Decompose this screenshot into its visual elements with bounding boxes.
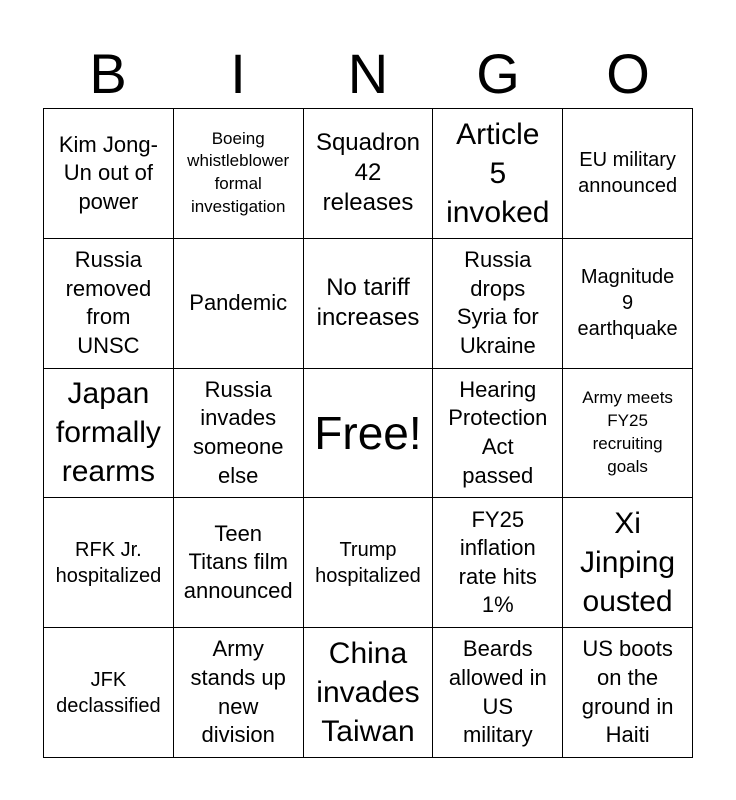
cell-text: Beards allowed in US military <box>448 636 547 748</box>
header-letter-n: N <box>347 42 389 105</box>
cell-text: No tariff increases <box>316 274 420 332</box>
cell-text: Xi Jinping ousted <box>580 507 676 619</box>
bingo-cell[interactable] <box>174 239 304 369</box>
bingo-cell[interactable] <box>304 498 434 628</box>
bingo-cell[interactable] <box>44 109 174 239</box>
bingo-header <box>43 40 693 108</box>
cell-text: Kim Jong- Un out of power <box>58 131 158 214</box>
header-letter-o: O <box>606 42 650 105</box>
bingo-cell[interactable] <box>44 498 174 628</box>
bingo-cell[interactable] <box>433 109 563 239</box>
cell-text: US boots on the ground in Haiti <box>581 636 674 748</box>
free-space-text: Free! <box>314 406 422 459</box>
cell-text: Squadron 42 releases <box>315 129 421 217</box>
bingo-cell[interactable] <box>563 239 693 369</box>
bingo-cell[interactable] <box>433 239 563 369</box>
cell-text: Russia drops Syria for Ukraine <box>456 247 539 358</box>
bingo-cell[interactable] <box>174 628 304 758</box>
bingo-cell[interactable] <box>174 109 304 239</box>
cell-text: Russia removed from UNSC <box>65 247 152 358</box>
cell-text: Boeing whistleblower formal investigation <box>187 128 290 217</box>
header-letter-b: B <box>89 42 127 105</box>
bingo-cell[interactable] <box>433 498 563 628</box>
bingo-board <box>43 108 693 758</box>
bingo-cell[interactable] <box>433 369 563 499</box>
free-space[interactable] <box>304 369 434 499</box>
cell-text: JFK declassified <box>56 668 161 717</box>
bingo-cell[interactable] <box>44 369 174 499</box>
cell-text: Magnitude 9 earthquake <box>577 266 678 341</box>
bingo-cell[interactable] <box>563 369 693 499</box>
cell-text: Article 5 invoked <box>446 117 550 229</box>
cell-text: Trump hospitalized <box>315 538 421 587</box>
cell-text: EU military announced <box>578 149 678 198</box>
cell-text: Hearing Protection Act passed <box>448 376 548 488</box>
cell-text: China invades Taiwan <box>316 637 420 749</box>
bingo-cell[interactable] <box>304 628 434 758</box>
bingo-cell[interactable] <box>433 628 563 758</box>
cell-text: Army meets FY25 recruiting goals <box>582 388 673 476</box>
header-letter-g: G <box>476 42 520 105</box>
bingo-cell[interactable] <box>304 109 434 239</box>
cell-text: FY25 inflation rate hits 1% <box>458 506 537 618</box>
cell-text: RFK Jr. hospitalized <box>55 538 162 587</box>
bingo-cell[interactable] <box>563 628 693 758</box>
cell-text: Pandemic <box>189 289 288 315</box>
bingo-cell[interactable] <box>563 498 693 628</box>
bingo-cell[interactable] <box>174 498 304 628</box>
bingo-cell[interactable] <box>44 628 174 758</box>
cell-text: Japan formally rearms <box>55 377 161 489</box>
cell-text: Army stands up new division <box>190 636 286 748</box>
cell-text: Russia invades someone else <box>192 376 284 488</box>
header-letter-i: I <box>230 42 246 105</box>
cell-text: Teen Titans film announced <box>183 520 293 604</box>
bingo-cell[interactable] <box>174 369 304 499</box>
bingo-cell[interactable] <box>304 239 434 369</box>
bingo-cell[interactable] <box>563 109 693 239</box>
bingo-cell[interactable] <box>44 239 174 369</box>
